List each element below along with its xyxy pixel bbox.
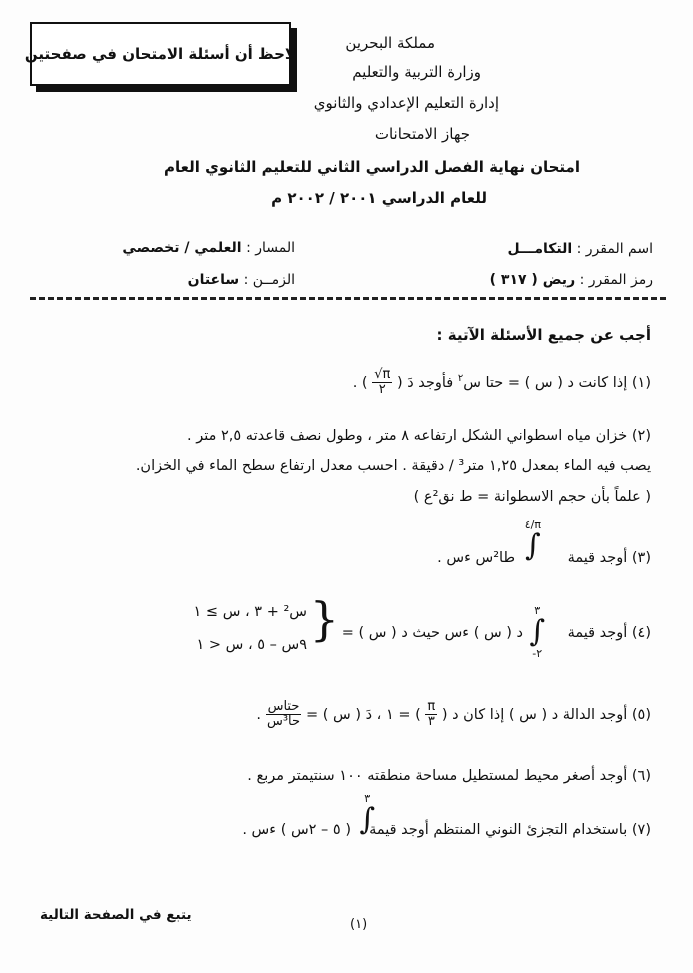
q7-integrand: ( ٥ – ٢س ) ءس . (242, 822, 351, 838)
time-value: ساعتان (187, 272, 240, 288)
q5-rhs-den: حا³س (266, 714, 301, 730)
q3-upper-limit: π/٤ (524, 518, 541, 531)
exam-year: للعام الدراسي ٢٠٠١ / ٢٠٠٢ م (271, 189, 487, 207)
time-label: الزمــن : (243, 272, 295, 288)
q5-mid: ) = ١ ، دَ ( س ) = (305, 706, 421, 723)
q4-text: (٤) أوجد قيمة (567, 625, 651, 641)
q5-rhs-fraction (266, 700, 302, 730)
q4-case-1: س² + ٣ ، س ≥ ١ (193, 604, 307, 620)
q3-integral (525, 518, 541, 561)
q1-frac-num: π√ (374, 367, 391, 382)
question-2-line-2: يصب فيه الماء بمعدل ١,٢٥ متر³ / دقيقة . احسب معدل ارتفاع سطح الماء في الخزان. (135, 458, 651, 474)
separator-line (30, 297, 666, 300)
integral-sign-icon: ∫ (529, 614, 545, 649)
q4-integrand: د ( س ) ءس حيث د ( س ) = (341, 625, 523, 641)
q3-integrand: طا²س ءس . (437, 550, 515, 566)
course-label: اسم المقرر : (576, 241, 653, 257)
continue-note: يتبع في الصفحة التالية (40, 907, 192, 923)
q5-text: (٥) أوجد الدالة د ( س ) إذا كان د ( (441, 706, 651, 723)
q5-frac-num: π (427, 699, 436, 714)
header-ministry: وزارة التربية والتعليم (352, 63, 481, 81)
q4-integral (529, 604, 545, 660)
header-directorate: إدارة التعليم الإعدادي والثانوي (313, 94, 499, 112)
course-value: التكامـــل (507, 241, 573, 257)
question-1: (١) إذا كانت د ( س ) = حتا س$^٢$ فأوجد دَ ( π√ ٢ ) . (352, 367, 651, 398)
code-value: ريض ( ٣١٧ ) (489, 272, 576, 288)
q1-end: ) . (352, 374, 368, 391)
course-name (507, 241, 653, 257)
question-6: (٦) أوجد أصغر محيط لمستطيل مساحة منطقته ١٠٠ سنتيمتر مربع . (247, 768, 651, 784)
notice-text: لاحظ أن أسئلة الامتحان في صفحتين (24, 45, 297, 63)
q4-lower-limit: ٢- (532, 647, 543, 660)
track-value: العلمي / تخصصي (122, 240, 242, 256)
track-label: المسار : (246, 240, 295, 256)
exam-title: امتحان نهاية الفصل الدراسي الثاني للتعليم الثانوي العام (163, 158, 580, 176)
course-code (490, 272, 653, 288)
brace-icon: { (309, 592, 339, 646)
q7-integral (359, 792, 375, 835)
q4-case-2: ٩س – ٥ ، س < ١ (196, 637, 307, 653)
notice-box (24, 22, 297, 86)
q7-upper-limit: ٣ (364, 792, 371, 805)
integral-sign-icon: ∫ (359, 802, 375, 837)
question-2-line-3: ( علماً بأن حجم الاسطوانة = ط نق²ع ) (413, 489, 651, 505)
page-number: (١) (350, 917, 368, 932)
instructions: أجب عن جميع الأسئلة الآتية : (436, 326, 651, 344)
header-exams-body: جهاز الامتحانات (374, 125, 470, 143)
question-2-line-1: (٢) خزان مياه اسطواني الشكل ارتفاعه ٨ متر ، وطول نصف قاعدته ٢,٥ متر . (187, 428, 651, 444)
q3-text: (٣) أوجد قيمة (567, 550, 651, 566)
q5-frac-den: ٣ (427, 714, 435, 730)
question-5 (256, 700, 651, 730)
q1-text: (١) إذا كانت د ( س ) = حتا س (463, 374, 651, 391)
q1-fraction (372, 368, 392, 398)
track (122, 240, 295, 256)
duration (188, 272, 295, 288)
code-label: رمز المقرر : (579, 272, 653, 288)
header-kingdom: مملكة البحرين (345, 34, 435, 52)
q4-upper-limit: ٣ (534, 604, 541, 617)
q5-period: . (256, 706, 261, 723)
q1-rest: فأوجد دَ ( (396, 374, 454, 391)
q7-text: (٧) باستخدام التجزئ النوني المنتظم أوجد قيمة (369, 822, 651, 838)
integral-sign-icon: ∫ (525, 528, 541, 563)
q5-fraction (425, 700, 437, 730)
q1-frac-den: ٢ (378, 382, 386, 398)
q5-rhs-num: حتاس (267, 699, 300, 714)
